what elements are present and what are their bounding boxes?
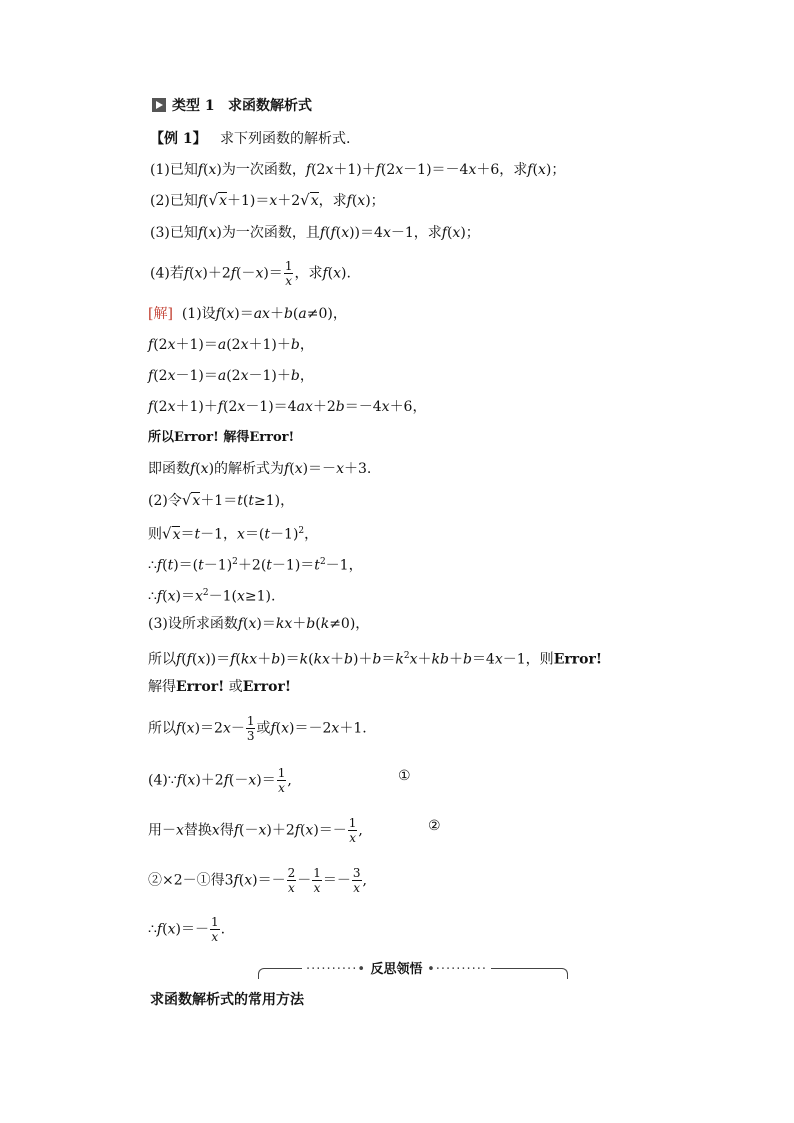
problem-1: (1)已知f(x)为一次函数，f(2x＋1)＋f(2x－1)＝－4x＋6，求f(x)； bbox=[150, 162, 566, 178]
solution-line: ②×2－①得3f(x)＝－ $\frac{2}{x}$ － $\frac{1}{x}$ ＝－ $\frac{3}{x}$ , bbox=[148, 866, 367, 895]
solution-line: 解得Error! 或Error! bbox=[148, 679, 292, 695]
solution-line: 所以Error! 解得Error! bbox=[148, 430, 295, 445]
section-title: 求函数解析式 bbox=[227, 98, 312, 114]
solution-line: 则√x＝t－1，$x=(t-1)^2$， bbox=[148, 524, 319, 543]
solution-line: (3)设所求函数f(x)＝kx＋b(k≠0)， bbox=[148, 616, 370, 632]
section-header bbox=[152, 96, 312, 116]
solution-line: f(2x＋1)＋f(2x－1)＝4ax＋2b＝－4x＋6， bbox=[148, 399, 427, 415]
solution-line: 用－x替换x得f(－x)＋2f(x)＝－ $\frac{1}{x}$ , bbox=[148, 816, 363, 845]
equation-mark-1: ① bbox=[398, 768, 411, 784]
problem-3: (3)已知f(x)为一次函数，且f(f(x))＝4x－1，求f(x)； bbox=[150, 225, 480, 241]
solution-line: 所以f(x)＝2x－ $\frac{1}{3}$ 或f(x)＝－2x＋1. bbox=[148, 714, 367, 743]
solution-line: $\therefore f(x)=x^2-1(x\ge 1)$. bbox=[148, 588, 276, 605]
section-type-label: 类型 1 bbox=[172, 98, 215, 114]
reflect-banner bbox=[258, 958, 568, 980]
problem-2: (2)已知f(√x＋1)＝x＋2√x，求f(x)； bbox=[150, 191, 385, 209]
solution-line: 所以$f(f(x))=f(kx+b)=k(kx+b)+b=k^2x+kb+b=4x-1$，则Error! bbox=[148, 651, 602, 668]
solution-line: ∴f(x)＝－ $\frac{1}{x}$ . bbox=[148, 915, 226, 944]
equation-mark-2: ② bbox=[428, 818, 441, 834]
solution-line: 即函数f(x)的解析式为f(x)＝－x＋3. bbox=[148, 461, 372, 477]
solution-line: $\therefore f(t)=(t-1)^2+2(t-1)=t^2-1$， bbox=[148, 557, 363, 574]
summary-title: 求函数解析式的常用方法 bbox=[150, 992, 304, 1008]
solution-start: [解] (1)设f(x)＝ax＋b(a≠0)， bbox=[148, 306, 347, 322]
play-triangle-icon bbox=[152, 98, 166, 112]
reflect-label: ··········• 反思领悟 •·········· bbox=[302, 958, 491, 977]
solution-line: f(2x＋1)＝a(2x＋1)＋b， bbox=[148, 337, 314, 353]
example-prompt: 求下列函数的解析式. bbox=[219, 131, 351, 147]
example-header bbox=[150, 129, 350, 149]
problem-4: (4)若f(x)＋2f(－x)＝ $\frac{1}{x}$ ，求f(x). bbox=[150, 259, 351, 288]
solution-line: (4)∵f(x)＋2f(－x)＝ $\frac{1}{x}$ , bbox=[148, 766, 292, 795]
example-tag: 【例 1】 bbox=[150, 131, 207, 147]
solution-line: f(2x－1)＝a(2x－1)＋b， bbox=[148, 368, 314, 384]
solution-line: (2)令√x＋1＝t(t≥1)， bbox=[148, 491, 295, 509]
